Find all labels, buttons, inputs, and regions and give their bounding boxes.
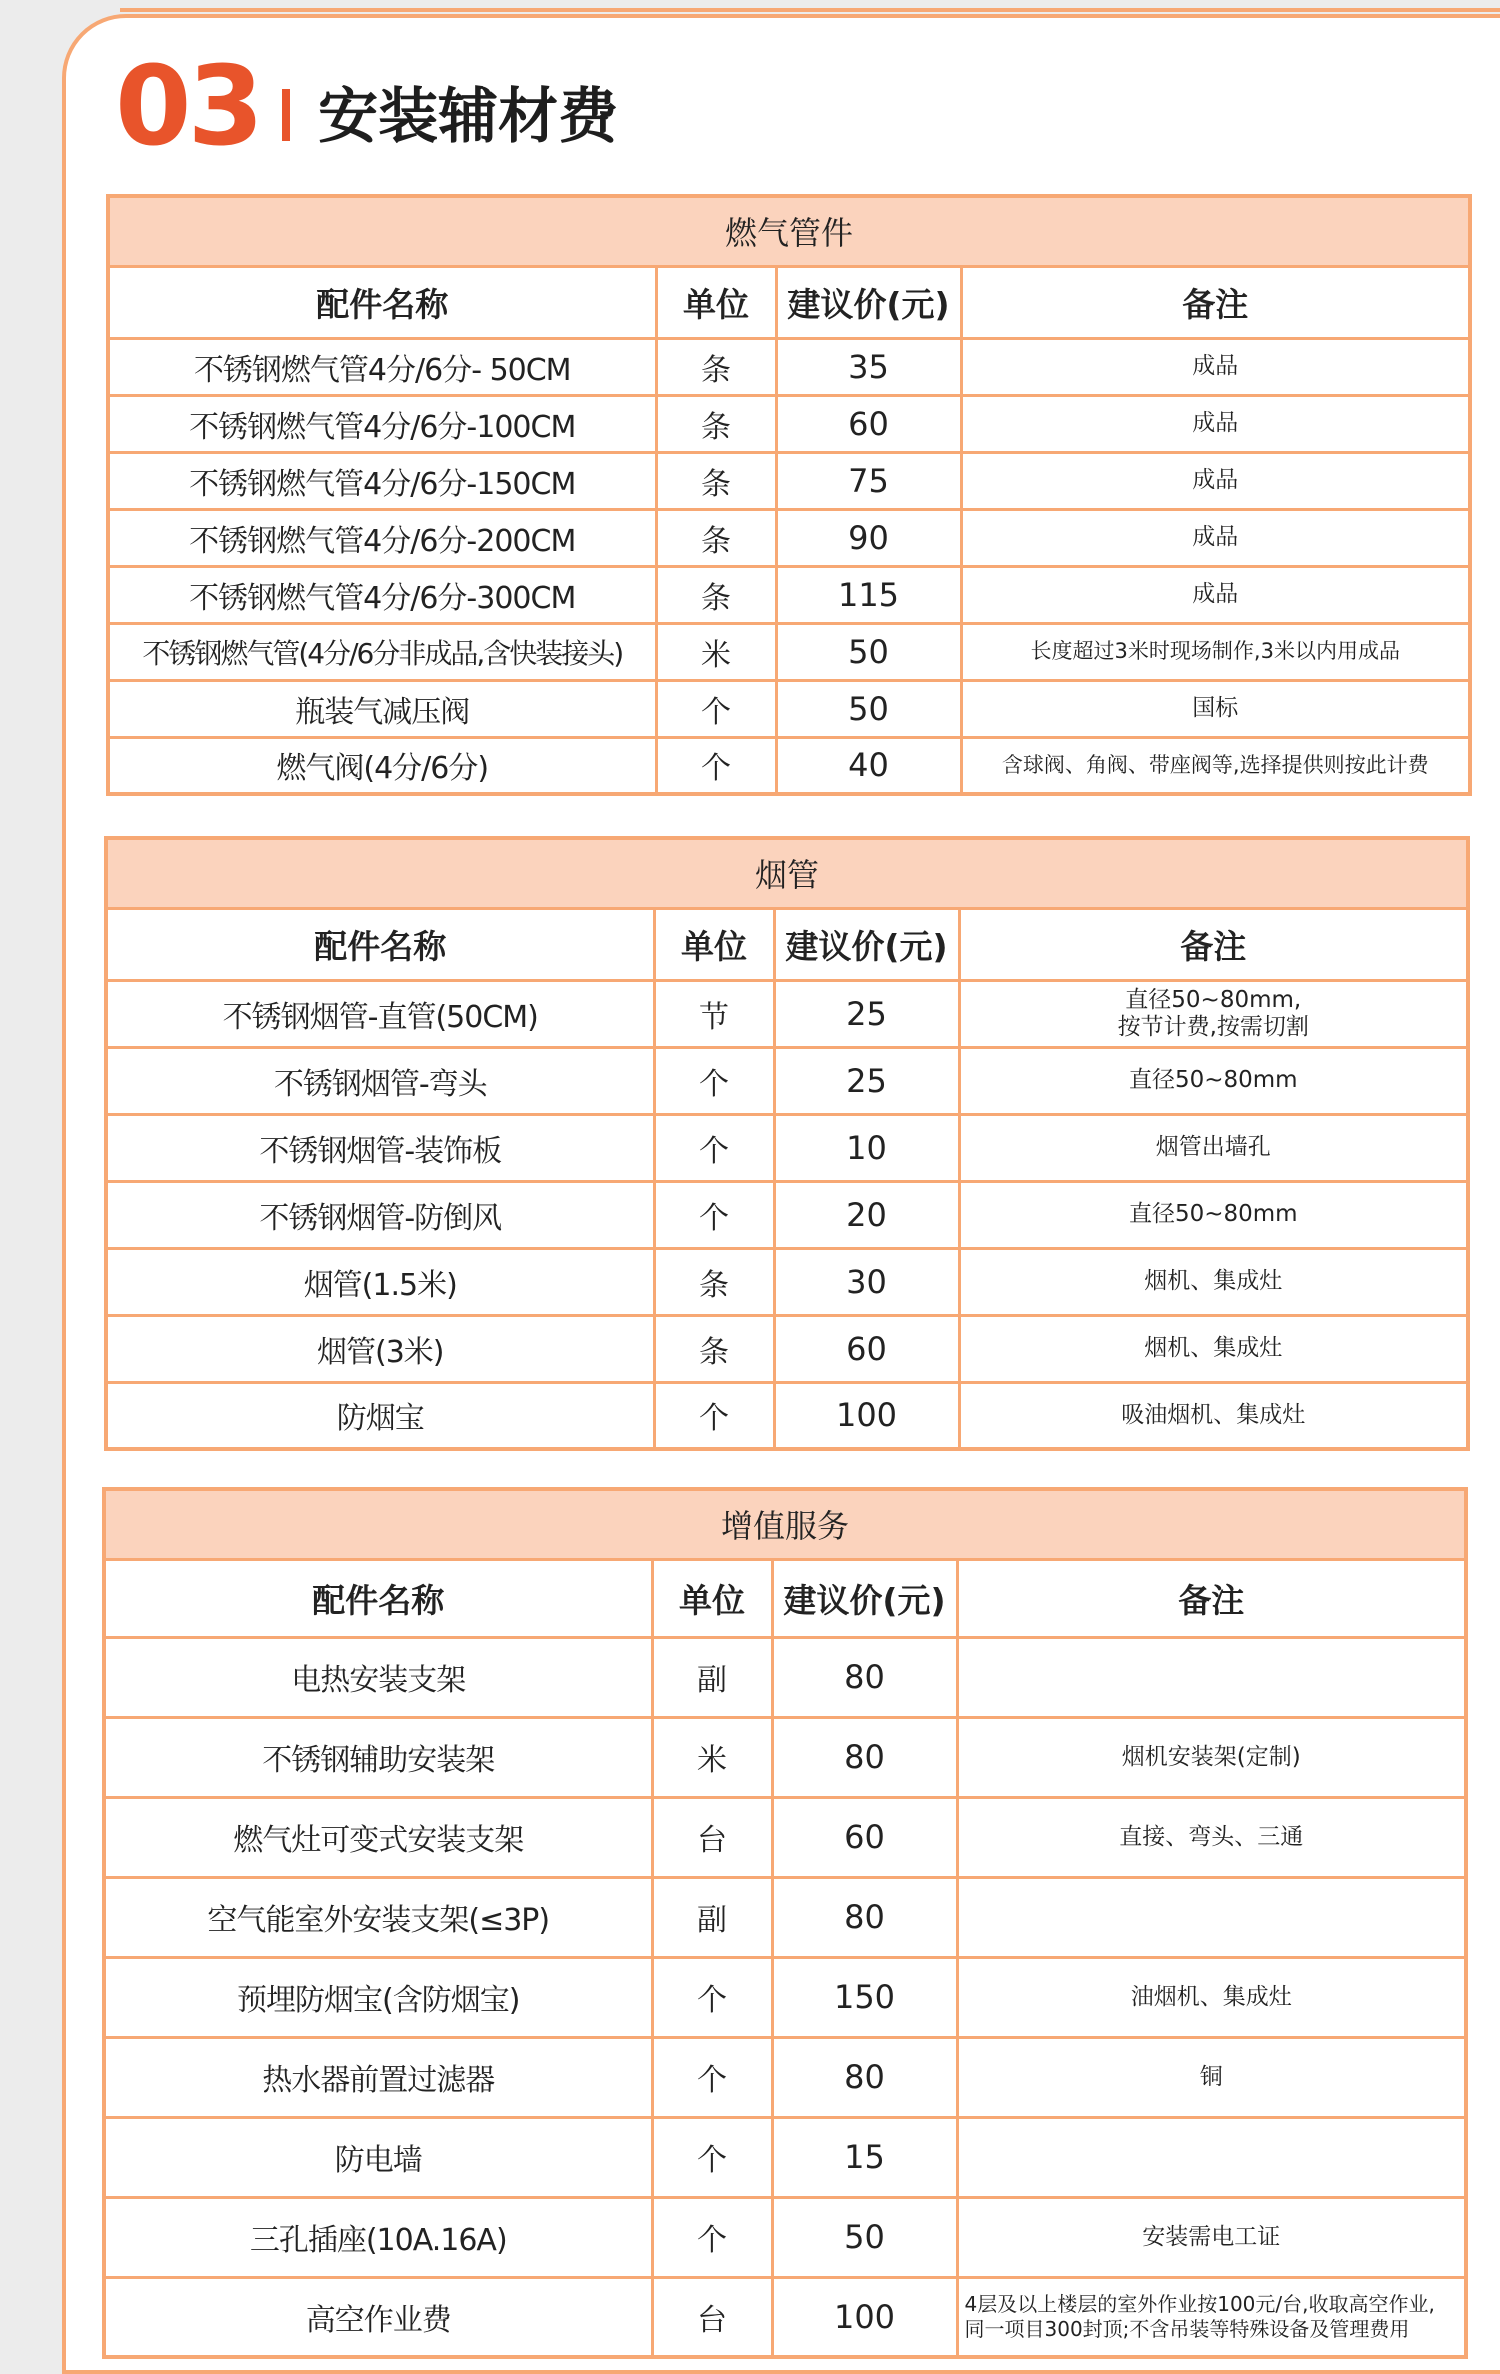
section-title: 安装辅材费 [318, 82, 619, 152]
item-name: 热水器前置过滤器 [104, 2037, 652, 2117]
col-header-note: 备注 [959, 908, 1468, 980]
table-row [104, 1877, 1466, 1957]
card-top-border [120, 8, 1500, 12]
gas-fittings-table [106, 194, 1472, 796]
item-price: 50 [772, 2197, 957, 2277]
section-number: 03 [115, 42, 261, 170]
item-name: 不锈钢燃气管4分/6分-300CM [108, 566, 656, 623]
item-name: 防电墙 [104, 2117, 652, 2197]
table-row [104, 2277, 1466, 2357]
item-price: 25 [774, 980, 959, 1047]
item-price: 10 [774, 1114, 959, 1181]
col-header-note: 备注 [961, 266, 1470, 338]
item-unit: 个 [652, 2037, 772, 2117]
table-row [108, 566, 1470, 623]
item-note: 直径50~80mm [959, 1047, 1468, 1114]
item-note: 烟机、集成灶 [959, 1315, 1468, 1382]
item-price: 115 [776, 566, 961, 623]
table-row [106, 980, 1468, 1047]
item-price: 60 [774, 1315, 959, 1382]
item-unit: 条 [656, 509, 776, 566]
col-header-name: 配件名称 [108, 266, 656, 338]
item-unit: 个 [656, 680, 776, 737]
item-name: 防烟宝 [106, 1382, 654, 1449]
table-row [108, 395, 1470, 452]
item-note: 成品 [961, 452, 1470, 509]
item-note: 铜 [957, 2037, 1466, 2117]
table-title: 燃气管件 [108, 196, 1470, 266]
item-name: 烟管(3米) [106, 1315, 654, 1382]
item-note: 烟机、集成灶 [959, 1248, 1468, 1315]
item-note: 成品 [961, 566, 1470, 623]
item-note: 成品 [961, 338, 1470, 395]
item-note: 国标 [961, 680, 1470, 737]
item-name: 不锈钢烟管-弯头 [106, 1047, 654, 1114]
item-note [957, 2277, 1466, 2357]
table-row [108, 680, 1470, 737]
item-name: 不锈钢烟管-防倒风 [106, 1181, 654, 1248]
table-row [104, 1957, 1466, 2037]
item-note [957, 2117, 1466, 2197]
item-unit: 条 [656, 566, 776, 623]
value-added-services-table [102, 1487, 1468, 2359]
item-name: 空气能室外安装支架(≤3P) [104, 1877, 652, 1957]
table-row [108, 737, 1470, 794]
note-line-1: 4层及以上楼层的室外作业按100元/台,收取高空作业, [964, 2291, 1435, 2316]
item-name: 预埋防烟宝(含防烟宝) [104, 1957, 652, 2037]
item-unit: 个 [654, 1114, 774, 1181]
item-price: 100 [774, 1382, 959, 1449]
item-price: 50 [776, 623, 961, 680]
item-name: 烟管(1.5米) [106, 1248, 654, 1315]
col-header-price: 建议价(元) [776, 266, 961, 338]
item-name: 不锈钢燃气管4分/6分-200CM [108, 509, 656, 566]
item-note: 烟管出墙孔 [959, 1114, 1468, 1181]
table-row [104, 1637, 1466, 1717]
item-price: 100 [772, 2277, 957, 2357]
table-row [104, 2197, 1466, 2277]
note-line-2: 同一项目300封顶;不含吊装等特殊设备及管理费用 [964, 2316, 1410, 2341]
item-price: 50 [776, 680, 961, 737]
item-unit: 个 [654, 1047, 774, 1114]
item-unit: 个 [652, 1957, 772, 2037]
item-unit: 个 [656, 737, 776, 794]
note-line-1: 直径50~80mm, [1125, 987, 1302, 1014]
table-row [106, 1047, 1468, 1114]
item-note: 成品 [961, 395, 1470, 452]
section-heading [115, 42, 619, 170]
col-header-price: 建议价(元) [772, 1559, 957, 1637]
table-row [106, 1114, 1468, 1181]
table-title: 增值服务 [104, 1489, 1466, 1559]
item-unit: 条 [654, 1248, 774, 1315]
col-header-name: 配件名称 [104, 1559, 652, 1637]
item-name: 不锈钢辅助安装架 [104, 1717, 652, 1797]
item-note: 吸油烟机、集成灶 [959, 1382, 1468, 1449]
table-row [106, 1315, 1468, 1382]
note-line-2: 按节计费,按需切割 [1117, 1013, 1309, 1040]
item-price: 60 [772, 1797, 957, 1877]
table-row [108, 509, 1470, 566]
item-unit: 台 [652, 1797, 772, 1877]
item-unit: 条 [656, 452, 776, 509]
item-note: 含球阀、角阀、带座阀等,选择提供则按此计费 [961, 737, 1470, 794]
item-price: 150 [772, 1957, 957, 2037]
item-name: 电热安装支架 [104, 1637, 652, 1717]
col-header-note: 备注 [957, 1559, 1466, 1637]
item-price: 15 [772, 2117, 957, 2197]
item-note: 成品 [961, 509, 1470, 566]
item-note: 安装需电工证 [957, 2197, 1466, 2277]
item-unit: 个 [654, 1181, 774, 1248]
item-price: 80 [772, 2037, 957, 2117]
item-note [957, 1877, 1466, 1957]
item-price: 75 [776, 452, 961, 509]
item-unit: 条 [656, 338, 776, 395]
item-price: 40 [776, 737, 961, 794]
item-price: 80 [772, 1637, 957, 1717]
table-title: 烟管 [106, 838, 1468, 908]
item-price: 35 [776, 338, 961, 395]
item-price: 80 [772, 1877, 957, 1957]
item-name: 不锈钢烟管-直管(50CM) [106, 980, 654, 1047]
item-unit: 个 [654, 1382, 774, 1449]
item-price: 30 [774, 1248, 959, 1315]
table-row [104, 1797, 1466, 1877]
table-row [106, 1248, 1468, 1315]
table-row [108, 338, 1470, 395]
table-row [106, 1181, 1468, 1248]
item-unit: 台 [652, 2277, 772, 2357]
item-unit: 米 [652, 1717, 772, 1797]
section-divider [282, 89, 290, 141]
item-unit: 条 [654, 1315, 774, 1382]
col-header-price: 建议价(元) [774, 908, 959, 980]
col-header-unit: 单位 [656, 266, 776, 338]
flue-pipe-table [104, 836, 1470, 1451]
item-unit: 条 [656, 395, 776, 452]
item-name: 不锈钢燃气管4分/6分- 50CM [108, 338, 656, 395]
item-name: 不锈钢燃气管4分/6分-100CM [108, 395, 656, 452]
item-price: 20 [774, 1181, 959, 1248]
item-name: 不锈钢燃气管4分/6分-150CM [108, 452, 656, 509]
table-row [104, 1717, 1466, 1797]
item-note: 油烟机、集成灶 [957, 1957, 1466, 2037]
item-name: 三孔插座(10A.16A) [104, 2197, 652, 2277]
table-row [106, 1382, 1468, 1449]
table-row [108, 623, 1470, 680]
item-unit: 米 [656, 623, 776, 680]
item-note: 直径50~80mm [959, 1181, 1468, 1248]
item-note [957, 1637, 1466, 1717]
item-name: 不锈钢燃气管(4分/6分非成品,含快装接头) [108, 623, 656, 680]
item-unit: 节 [654, 980, 774, 1047]
table-row [104, 2037, 1466, 2117]
item-unit: 副 [652, 1877, 772, 1957]
item-name: 瓶装气减压阀 [108, 680, 656, 737]
item-name: 不锈钢烟管-装饰板 [106, 1114, 654, 1181]
table-row [108, 452, 1470, 509]
col-header-name: 配件名称 [106, 908, 654, 980]
item-unit: 个 [652, 2117, 772, 2197]
item-note: 长度超过3米时现场制作,3米以内用成品 [961, 623, 1470, 680]
item-price: 25 [774, 1047, 959, 1114]
col-header-unit: 单位 [652, 1559, 772, 1637]
item-note: 烟机安装架(定制) [957, 1717, 1466, 1797]
item-note: 直接、弯头、三通 [957, 1797, 1466, 1877]
item-name: 燃气灶可变式安装支架 [104, 1797, 652, 1877]
item-unit: 副 [652, 1637, 772, 1717]
col-header-unit: 单位 [654, 908, 774, 980]
item-name: 燃气阀(4分/6分) [108, 737, 656, 794]
item-price: 60 [776, 395, 961, 452]
item-unit: 个 [652, 2197, 772, 2277]
item-name: 高空作业费 [104, 2277, 652, 2357]
item-price: 80 [772, 1717, 957, 1797]
item-note [959, 980, 1468, 1047]
table-row [104, 2117, 1466, 2197]
item-price: 90 [776, 509, 961, 566]
